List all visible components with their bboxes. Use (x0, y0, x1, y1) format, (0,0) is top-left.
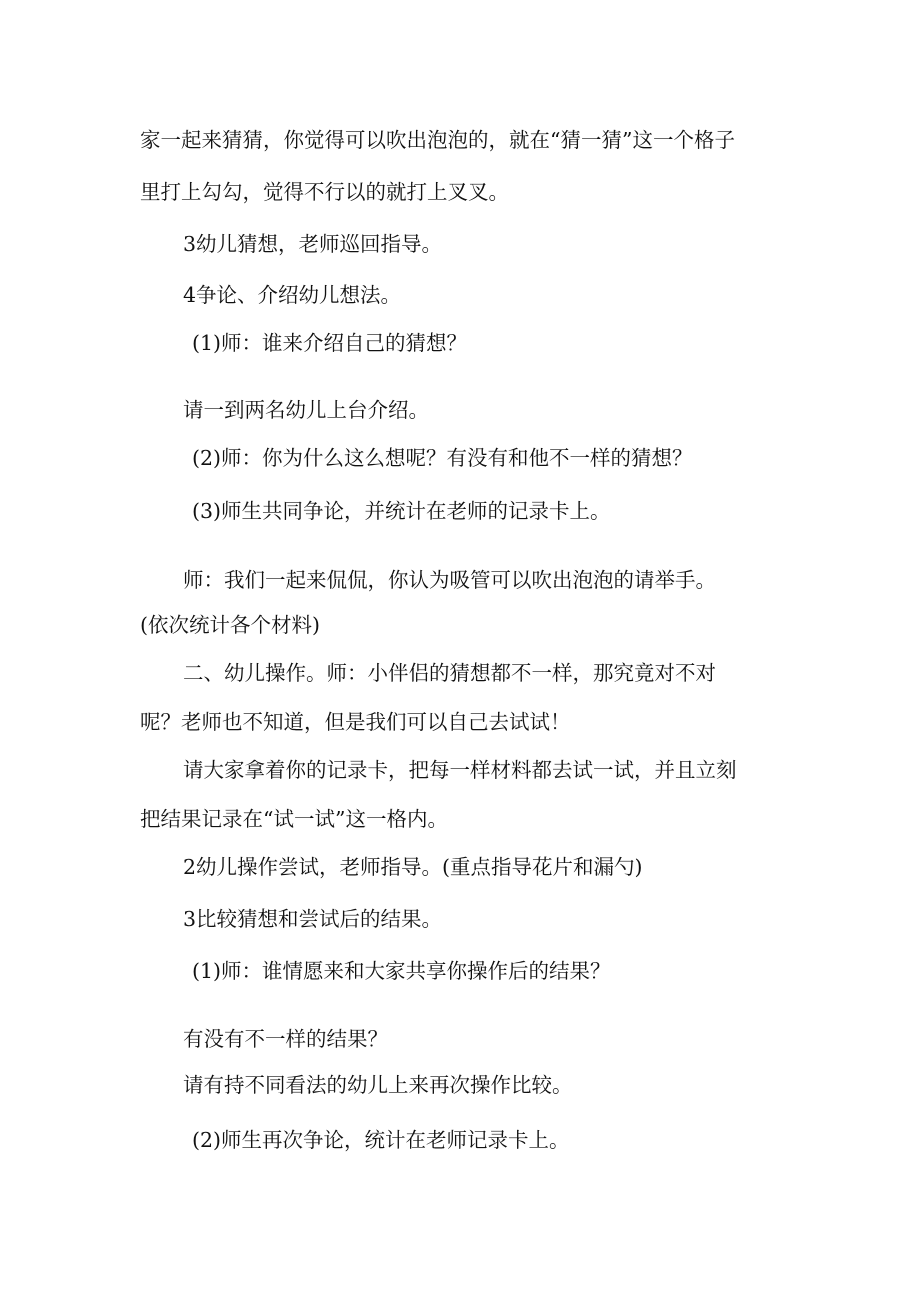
text-line: 有没有不一样的结果？ (183, 1027, 388, 1051)
text-line: 师：我们一起来侃侃，你认为吸管可以吹出泡泡的请举手。 (183, 568, 716, 592)
text-line: 请有持不同看法的幼儿上来再次操作比较。 (183, 1073, 573, 1097)
text-line: 3比较猜想和尝试后的结果。 (183, 907, 443, 931)
text-line: 把结果记录在“试一试”这一格内。 (140, 807, 448, 831)
text-line: (1)师：谁来介绍自己的猜想？ (192, 331, 468, 355)
text-line: (依次统计各个材料) (140, 613, 320, 637)
text-line: 2幼儿操作尝试，老师指导。(重点指导花片和漏勺) (183, 855, 643, 879)
text-line: 4争论、介绍幼儿想法。 (183, 283, 402, 307)
text-line: 呢？老师也不知道，但是我们可以自己去试试！ (140, 710, 571, 734)
text-line: (2)师：你为什么这么想呢？有没有和他不一样的猜想？ (192, 446, 693, 470)
text-line: 请一到两名幼儿上台介绍。 (183, 398, 429, 422)
text-line: (2)师生再次争论，统计在老师记录卡上。 (192, 1128, 570, 1152)
text-line: (3)师生共同争论，并统计在老师的记录卡上。 (192, 499, 611, 523)
text-line: 家一起来猜猜，你觉得可以吹出泡泡的，就在“猜一猜”这一个格子 (140, 128, 735, 152)
text-line: 里打上勾勾，觉得不行以的就打上叉叉。 (140, 180, 509, 204)
text-line: 二、幼儿操作。师：小伴侣的猜想都不一样，那究竟对不对 (183, 661, 716, 685)
text-line: (1)师：谁情愿来和大家共享你操作后的结果？ (192, 959, 611, 983)
text-line: 请大家拿着你的记录卡，把每一样材料都去试一试，并且立刻 (183, 758, 737, 782)
text-line: 3幼儿猜想，老师巡回指导。 (183, 232, 443, 256)
